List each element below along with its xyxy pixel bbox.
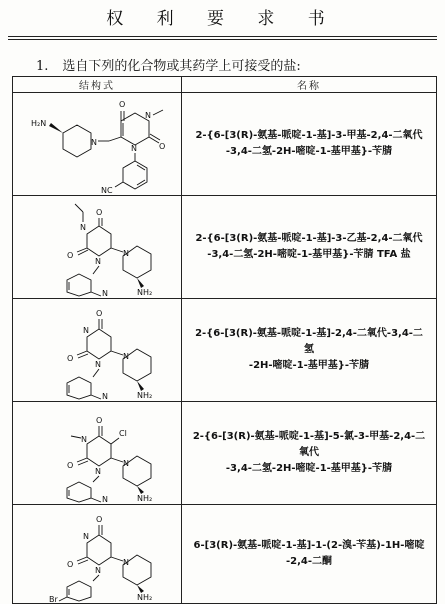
compound-name-line: -3,4-二氢-2H-嘧啶-1-基甲基}-苄腈 TFA 盐 <box>207 249 411 260</box>
atom-label-o1: O <box>96 309 103 318</box>
compound-name-line: -2H-嘧啶-1-基甲基}-苄腈 <box>248 360 370 371</box>
atom-label-amine: NH₂ <box>137 494 153 503</box>
atom-label-o1: O <box>119 100 126 109</box>
structure-cell <box>13 196 182 299</box>
table-row <box>13 196 437 299</box>
compound-name <box>182 128 436 160</box>
structure-cell <box>13 299 182 402</box>
chemical-structure-3 <box>13 299 181 401</box>
compound-name-line: -3,4-二氢-2H-嘧啶-1-基甲基}-苄腈 <box>225 146 393 157</box>
compound-table <box>12 76 437 604</box>
table-row <box>13 93 437 196</box>
atom-label-o1: O <box>96 515 103 524</box>
structure-cell <box>13 402 182 505</box>
atom-label-amine: NH₂ <box>137 593 153 602</box>
chemical-structure-5 <box>13 505 181 603</box>
table-row <box>13 402 437 505</box>
atom-label-o2: O <box>67 560 74 569</box>
atom-label-o2: O <box>67 354 74 363</box>
atom-label-n3: N <box>95 566 101 575</box>
atom-label-n2: N <box>83 532 89 541</box>
atom-label-n3: N <box>95 467 101 476</box>
compound-name <box>182 538 436 570</box>
atom-label-n1: N <box>123 352 129 361</box>
atom-label-nitrile: N <box>102 495 108 504</box>
compound-name-line: 2-{6-[3(R)-氨基-哌啶-1-基]-5-氯-3-甲基-2,4-二氧代 <box>192 431 426 458</box>
table-header-row <box>13 77 437 93</box>
atom-label-o2: O <box>67 251 74 260</box>
atom-label-bromo: Br <box>49 595 58 603</box>
atom-label-o1: O <box>96 208 103 217</box>
compound-name-line: -2,4-二酮 <box>285 556 332 567</box>
atom-label-n1: N <box>91 138 97 147</box>
name-cell <box>182 93 437 196</box>
atom-label-amine: NH₂ <box>137 288 153 297</box>
atom-label-chloro: Cl <box>119 429 127 438</box>
atom-label-amine: NH₂ <box>137 391 153 400</box>
header-rule <box>8 39 437 40</box>
atom-label-o1: O <box>96 416 103 425</box>
atom-label-o2: O <box>67 461 74 470</box>
document-title: 权 利 要 求 书 <box>106 9 339 29</box>
structure-cell <box>13 505 182 604</box>
compound-name <box>182 231 436 263</box>
atom-label-n1: N <box>123 459 129 468</box>
compound-name-line: 2-{6-[3(R)-氨基-哌啶-1-基]-2,4-二氧代-3,4-二氢 <box>195 328 423 355</box>
chemical-structure-4 <box>13 402 181 504</box>
compound-name-line: -3,4-二氢-2H-嘧啶-1-基甲基}-苄腈 <box>225 463 393 474</box>
atom-label-n1: N <box>123 558 129 567</box>
atom-label-n1: N <box>123 249 129 258</box>
atom-label-o2: O <box>159 142 166 151</box>
atom-label-n3: N <box>131 144 137 153</box>
claim-number: 1. <box>36 59 49 74</box>
table-row <box>13 299 437 402</box>
name-cell <box>182 505 437 604</box>
claim-text: 选自下列的化合物或其药学上可接受的盐: <box>62 59 301 74</box>
atom-label-nitrile: N <box>102 289 108 298</box>
header-name: 名称 <box>182 77 437 93</box>
header-rule <box>8 36 437 37</box>
header-structure: 结构式 <box>13 77 182 93</box>
table-row <box>13 505 437 604</box>
atom-label-nitrile: NC <box>101 186 113 195</box>
chemical-structure-2 <box>13 196 181 298</box>
claim-intro <box>36 55 301 74</box>
name-cell <box>182 299 437 402</box>
atom-label-n2: N <box>80 223 86 232</box>
compound-name <box>182 326 436 374</box>
atom-label-nitrile: N <box>102 392 108 401</box>
atom-label-n3: N <box>95 360 101 369</box>
atom-label-n2: N <box>145 111 151 120</box>
name-cell <box>182 402 437 505</box>
compound-name <box>182 429 436 477</box>
compound-name-line: 6-[3(R)-氨基-哌啶-1-基]-1-(2-溴-苄基)-1H-嘧啶 <box>193 540 425 551</box>
atom-label-n2: N <box>81 435 87 444</box>
compound-name-line: 2-{6-[3(R)-氨基-哌啶-1-基]-3-甲基-2,4-二氧代 <box>195 130 423 141</box>
compound-name-line: 2-{6-[3(R)-氨基-哌啶-1-基]-3-乙基-2,4-二氧代 <box>195 233 423 244</box>
structure-cell <box>13 93 182 196</box>
chemical-structure-1 <box>13 93 181 195</box>
name-cell <box>182 196 437 299</box>
atom-label-n3: N <box>95 257 101 266</box>
atom-label-n2: N <box>83 326 89 335</box>
atom-label-amine: H₂N <box>31 119 47 128</box>
